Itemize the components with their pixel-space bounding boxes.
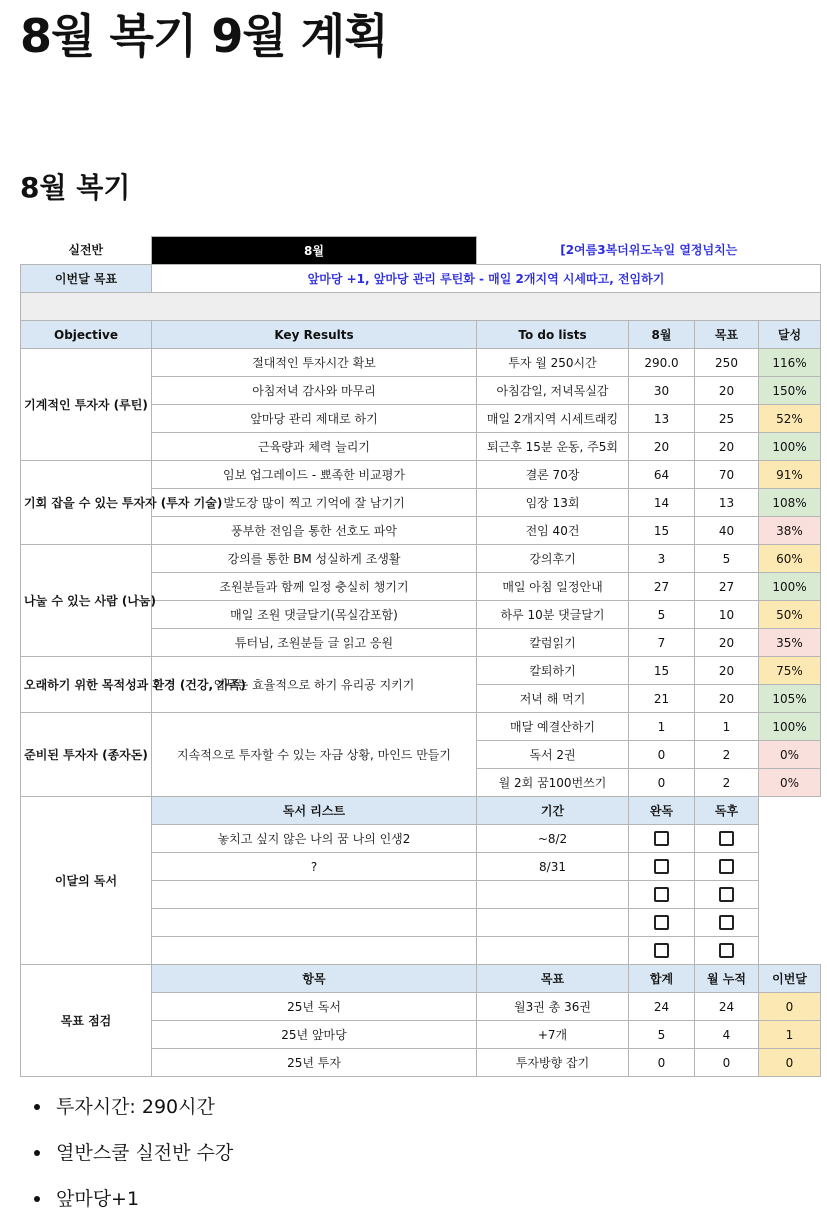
key-result-cell: 풍부한 전임을 통한 선호도 파악 [152, 517, 477, 545]
key-result-cell: 조원분들과 함께 일정 충실히 챙기기 [152, 573, 477, 601]
check-this-month-cell: 0 [759, 993, 821, 1021]
todo-cell: 결론 70장 [477, 461, 629, 489]
achieved-cell: 75% [759, 657, 821, 685]
achieved-cell: 35% [759, 629, 821, 657]
key-result-cell: 튜터님, 조원분들 글 읽고 응원 [152, 629, 477, 657]
todo-cell: 아침감일, 저녁목실감 [477, 377, 629, 405]
check-cumulative-cell: 24 [695, 993, 759, 1021]
actual-cell: 15 [629, 657, 695, 685]
check-item-cell: 25년 앞마당 [152, 1021, 477, 1049]
actual-cell: 0 [629, 741, 695, 769]
objective-cell: 기회 잡을 수 있는 투자자 (투자 기술) [21, 461, 152, 545]
book-period-cell [477, 909, 629, 937]
book-title-cell [152, 937, 477, 965]
target-cell: 13 [695, 489, 759, 517]
actual-cell: 64 [629, 461, 695, 489]
page-title: 8월 복기 9월 계획 [20, 9, 388, 63]
header-achieved: 달성 [759, 321, 821, 349]
check-goal-cell: 투자방향 잡기 [477, 1049, 629, 1077]
actual-cell: 27 [629, 573, 695, 601]
todo-cell: 퇴근후 15분 운동, 주5회 [477, 433, 629, 461]
achieved-cell: 100% [759, 433, 821, 461]
book-review-cell [695, 937, 759, 965]
target-cell: 2 [695, 741, 759, 769]
target-cell: 70 [695, 461, 759, 489]
key-result-cell: 발도장 많이 찍고 기억에 잘 남기기 [152, 489, 477, 517]
check-item-cell: 25년 독서 [152, 993, 477, 1021]
target-cell: 10 [695, 601, 759, 629]
month-label: 8월 [152, 237, 477, 265]
header-todo: To do lists [477, 321, 629, 349]
todo-cell: 월 2회 꿈100번쓰기 [477, 769, 629, 797]
read-complete-checkbox[interactable] [654, 887, 669, 902]
check-this-month-cell: 0 [759, 1049, 821, 1077]
summary-item: 투자시간: 290시간 [34, 1090, 233, 1136]
book-done-cell [629, 881, 695, 909]
target-cell: 25 [695, 405, 759, 433]
book-title-cell: ? [152, 853, 477, 881]
achieved-cell: 0% [759, 769, 821, 797]
key-result-cell: 근육량과 체력 늘리기 [152, 433, 477, 461]
read-complete-checkbox[interactable] [654, 915, 669, 930]
check-item-cell: 25년 투자 [152, 1049, 477, 1077]
book-title-cell [152, 909, 477, 937]
actual-cell: 290.0 [629, 349, 695, 377]
reading-label: 이달의 독서 [21, 797, 152, 965]
actual-cell: 30 [629, 377, 695, 405]
actual-cell: 3 [629, 545, 695, 573]
book-period-cell: ~8/2 [477, 825, 629, 853]
achieved-cell: 0% [759, 741, 821, 769]
actual-cell: 14 [629, 489, 695, 517]
okr-table [20, 236, 821, 1077]
okr-row [21, 713, 821, 741]
target-cell: 20 [695, 629, 759, 657]
review-checkbox[interactable] [719, 887, 734, 902]
todo-cell: 독서 2권 [477, 741, 629, 769]
read-complete-checkbox[interactable] [654, 859, 669, 874]
actual-cell: 7 [629, 629, 695, 657]
reading-header-period: 기간 [477, 797, 629, 825]
todo-cell: 칼퇴하기 [477, 657, 629, 685]
target-cell: 20 [695, 657, 759, 685]
book-period-cell [477, 881, 629, 909]
separator-row [21, 293, 821, 321]
section-title: 8월 복기 [20, 171, 131, 204]
empty-cell [759, 853, 821, 881]
achieved-cell: 105% [759, 685, 821, 713]
book-review-cell [695, 881, 759, 909]
todo-cell: 임장 13회 [477, 489, 629, 517]
empty-cell [759, 881, 821, 909]
objective-cell: 나눌 수 있는 사람 (나눔) [21, 545, 152, 657]
banner-text: [2여름3복더위도녹일 열정넘치는 [560, 243, 738, 258]
key-result-cell: 지속적으로 투자할 수 있는 자금 상황, 마인드 만들기 [152, 713, 477, 797]
check-total-cell: 5 [629, 1021, 695, 1049]
actual-cell: 15 [629, 517, 695, 545]
check-goal-cell: 월3권 총 36권 [477, 993, 629, 1021]
book-review-cell [695, 853, 759, 881]
check-cumulative-cell: 4 [695, 1021, 759, 1049]
todo-cell: 칼럼읽기 [477, 629, 629, 657]
summary-list [34, 1090, 233, 1228]
todo-cell: 전임 40건 [477, 517, 629, 545]
todo-cell: 매달 예결산하기 [477, 713, 629, 741]
todo-cell: 매일 2개지역 시세트래킹 [477, 405, 629, 433]
target-cell: 2 [695, 769, 759, 797]
book-done-cell [629, 937, 695, 965]
book-review-cell [695, 909, 759, 937]
target-cell: 40 [695, 517, 759, 545]
book-review-cell [695, 825, 759, 853]
reading-header-done: 완독 [629, 797, 695, 825]
key-result-cell: 업무는 효율적으로 하기 유리공 지키기 [152, 657, 477, 713]
check-header-total: 합계 [629, 965, 695, 993]
target-cell: 20 [695, 377, 759, 405]
objective-cell: 준비된 투자자 (종자돈) [21, 713, 152, 797]
todo-cell: 매일 아침 일정안내 [477, 573, 629, 601]
check-total-cell: 24 [629, 993, 695, 1021]
key-result-cell: 매일 조원 댓글달기(목실감포함) [152, 601, 477, 629]
achieved-cell: 108% [759, 489, 821, 517]
okr-row [21, 461, 821, 489]
actual-cell: 13 [629, 405, 695, 433]
check-header-item: 항목 [152, 965, 477, 993]
achieved-cell: 38% [759, 517, 821, 545]
key-result-cell: 아침저녁 감사와 마무리 [152, 377, 477, 405]
review-checkbox[interactable] [719, 859, 734, 874]
header-key-results: Key Results [152, 321, 477, 349]
todo-cell: 투자 월 250시간 [477, 349, 629, 377]
key-result-cell: 앞마당 관리 제대로 하기 [152, 405, 477, 433]
check-header-goal: 목표 [477, 965, 629, 993]
actual-cell: 1 [629, 713, 695, 741]
objective-cell: 기계적인 투자자 (루틴) [21, 349, 152, 461]
header-row-class [21, 237, 821, 265]
review-checkbox[interactable] [719, 943, 734, 958]
class-label: 실전반 [68, 243, 104, 258]
header-target: 목표 [695, 321, 759, 349]
check-header-this-month: 이번달 [759, 965, 821, 993]
actual-cell: 20 [629, 433, 695, 461]
achieved-cell: 91% [759, 461, 821, 489]
okr-row [21, 657, 821, 685]
review-checkbox[interactable] [719, 831, 734, 846]
todo-cell: 하루 10분 댓글달기 [477, 601, 629, 629]
key-result-cell: 강의를 통한 BM 성실하게 조생활 [152, 545, 477, 573]
goal-row [21, 265, 821, 293]
review-checkbox[interactable] [719, 915, 734, 930]
achieved-cell: 150% [759, 377, 821, 405]
book-done-cell [629, 825, 695, 853]
achieved-cell: 100% [759, 573, 821, 601]
todo-cell: 저녁 해 먹기 [477, 685, 629, 713]
achieved-cell: 116% [759, 349, 821, 377]
achieved-cell: 60% [759, 545, 821, 573]
read-complete-checkbox[interactable] [654, 943, 669, 958]
target-cell: 20 [695, 433, 759, 461]
summary-item: 열반스쿨 실전반 수강 [34, 1136, 233, 1182]
actual-cell: 21 [629, 685, 695, 713]
reading-header-review: 독후 [695, 797, 759, 825]
goal-text: 앞마당 +1, 앞마당 관리 루틴화 - 매일 2개지역 시세따고, 전임하기 [152, 265, 821, 293]
check-cumulative-cell: 0 [695, 1049, 759, 1077]
todo-cell: 강의후기 [477, 545, 629, 573]
achieved-cell: 50% [759, 601, 821, 629]
empty-cell [759, 909, 821, 937]
header-month: 8월 [629, 321, 695, 349]
read-complete-checkbox[interactable] [654, 831, 669, 846]
target-cell: 250 [695, 349, 759, 377]
target-cell: 27 [695, 573, 759, 601]
book-done-cell [629, 853, 695, 881]
target-cell: 5 [695, 545, 759, 573]
target-cell: 20 [695, 685, 759, 713]
book-title-cell [152, 881, 477, 909]
header-objective: Objective [21, 321, 152, 349]
separator [21, 293, 821, 321]
check-header-row [21, 965, 821, 993]
book-period-cell [477, 937, 629, 965]
summary-item: 앞마당+1 [34, 1182, 233, 1228]
okr-row [21, 349, 821, 377]
empty-cell [759, 937, 821, 965]
book-title-cell: 놓치고 싶지 않은 나의 꿈 나의 인생2 [152, 825, 477, 853]
check-goal-cell: +7개 [477, 1021, 629, 1049]
objective-cell: 오래하기 위한 목적성과 환경 (건강, 가족) [21, 657, 152, 713]
okr-header-row [21, 321, 821, 349]
reading-header-row [21, 797, 821, 825]
check-label: 목표 점검 [21, 965, 152, 1077]
key-result-cell: 임보 업그레이드 - 뾰족한 비교평가 [152, 461, 477, 489]
actual-cell: 5 [629, 601, 695, 629]
target-cell: 1 [695, 713, 759, 741]
book-period-cell: 8/31 [477, 853, 629, 881]
book-done-cell [629, 909, 695, 937]
check-this-month-cell: 1 [759, 1021, 821, 1049]
empty-cell [759, 825, 821, 853]
okr-row [21, 545, 821, 573]
key-result-cell: 절대적인 투자시간 확보 [152, 349, 477, 377]
check-total-cell: 0 [629, 1049, 695, 1077]
achieved-cell: 52% [759, 405, 821, 433]
okr-sheet [20, 236, 810, 1077]
check-header-cumulative: 월 누적 [695, 965, 759, 993]
achieved-cell: 100% [759, 713, 821, 741]
goal-label: 이번달 목표 [21, 265, 152, 293]
empty-cell [759, 797, 821, 825]
reading-header-list: 독서 리스트 [152, 797, 477, 825]
actual-cell: 0 [629, 769, 695, 797]
